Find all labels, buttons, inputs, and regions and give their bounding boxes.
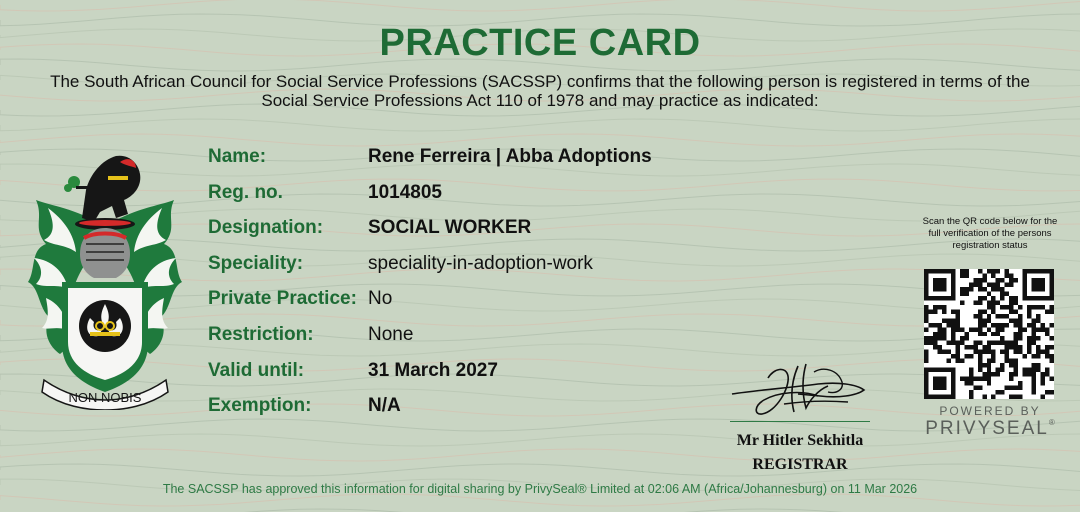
privyseal-logo [920,418,1060,440]
registrar-signature [728,360,870,422]
page-title: PRACTICE CARD [379,22,701,64]
field-value: speciality-in-adoption-work [368,252,593,274]
field-label: Private Practice: [208,288,357,310]
brand-name: PRIVYSEAL [925,418,1049,439]
signature-line [730,421,870,422]
field-label: Exemption: [208,395,312,417]
field-row [208,182,728,218]
field-row [208,217,728,253]
field-value: Rene Ferreira | Abba Adoptions [368,146,652,167]
field-value: N/A [368,395,401,417]
footer-note: The SACSSP has approved this information for digital sharing by PrivySeal® Limited at 02:06 AM (Africa/Johannesburg) on 11 Mar 2026 [162,482,918,496]
registration-details [208,146,728,431]
field-row [208,395,728,431]
field-row [208,324,728,360]
field-value: None [368,323,414,345]
crest-motto: NON NOBIS [68,390,142,405]
verification-qr-code[interactable] [924,269,1054,399]
field-value: SOCIAL WORKER [368,217,532,239]
field-label: Valid until: [208,359,305,381]
field-row [208,253,728,289]
field-value: No [368,288,393,310]
powered-by-label: POWERED BY [939,404,1041,418]
qr-instructions: Scan the QR code below for the full verification of the persons registration status [922,216,1058,251]
field-label: Speciality: [208,252,304,274]
field-row [208,146,728,182]
field-label: Reg. no. [208,181,283,203]
field-label: Restriction: [208,323,314,345]
field-label: Designation: [208,217,324,239]
registrar-title: REGISTRAR [752,456,848,473]
field-value: 31 March 2027 [368,359,498,381]
field-row [208,360,728,396]
field-label: Name: [208,146,267,167]
field-row [208,288,728,324]
sacssp-crest-icon [24,148,186,410]
field-value: 1014805 [368,181,442,203]
intro-text: The South African Council for Social Service Professions (SACSSP) confirms that the following person is registered in terms of the Social Service Professions Act 110 of 1978 and may practice as indicated: [50,72,1030,110]
registered-mark: ® [1048,418,1055,427]
registrar-name: Mr Hitler Sekhitla [736,432,864,449]
